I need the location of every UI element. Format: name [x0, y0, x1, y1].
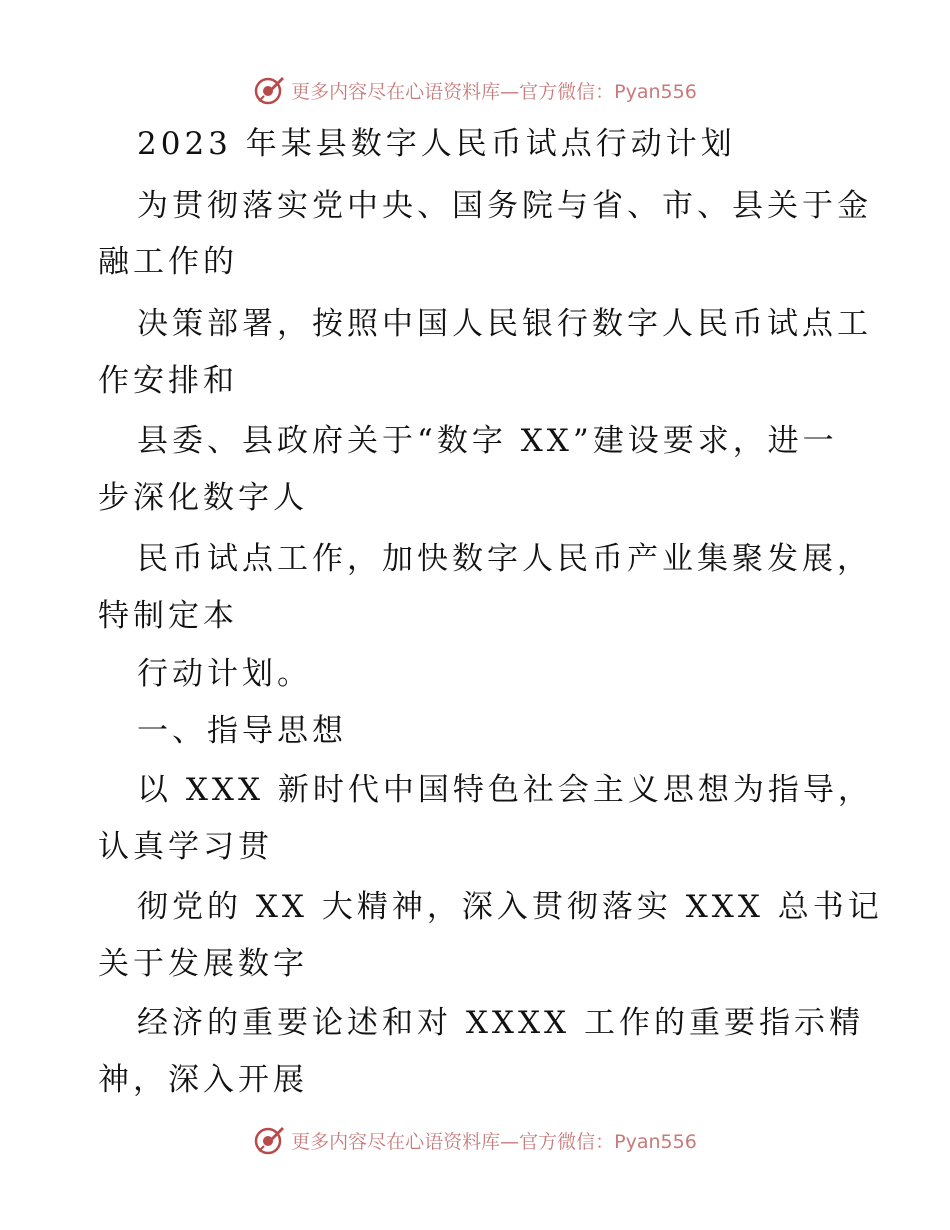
header-watermark [0, 70, 950, 110]
section-heading: 一、指导思想 [137, 713, 347, 749]
paragraph-line: 神，深入开展 [98, 1062, 308, 1098]
paragraph-line: 认真学习贯 [98, 829, 273, 865]
paragraph-line: 关于发展数字 [98, 946, 308, 982]
paragraph-line: 特制定本 [98, 598, 238, 634]
paragraph-line: 彻党的 XX 大精神，深入贯彻落实 XXX 总书记 [137, 889, 883, 925]
quill-pen-circle-icon [253, 74, 285, 106]
paragraph-line: 行动计划。 [137, 656, 312, 692]
paragraph-line: 步深化数字人 [98, 480, 308, 516]
paragraph-line: 融工作的 [98, 244, 238, 280]
document-title: 2023 年某县数字人民币试点行动计划 [137, 126, 736, 162]
paragraph-line: 民币试点工作，加快数字人民币产业集聚发展， [137, 541, 872, 577]
paragraph-line: 决策部署，按照中国人民银行数字人民币试点工 [137, 306, 872, 342]
watermark-text: 更多内容尽在心语资料库—官方微信：Pyan556 [291, 1130, 697, 1153]
quill-pen-circle-icon [253, 1124, 285, 1156]
paragraph-line: 以 XXX 新时代中国特色社会主义思想为指导， [137, 772, 873, 808]
paragraph-line: 作安排和 [98, 363, 238, 399]
watermark-text: 更多内容尽在心语资料库—官方微信：Pyan556 [291, 80, 697, 103]
paragraph-line: 经济的重要论述和对 XXXX 工作的重要指示精 [137, 1005, 864, 1041]
paragraph-line: 县委、县政府关于“数字 XX”建设要求，进一 [137, 423, 838, 459]
paragraph-line: 为贯彻落实党中央、国务院与省、市、县关于金 [137, 188, 872, 224]
footer-watermark [0, 1120, 950, 1160]
